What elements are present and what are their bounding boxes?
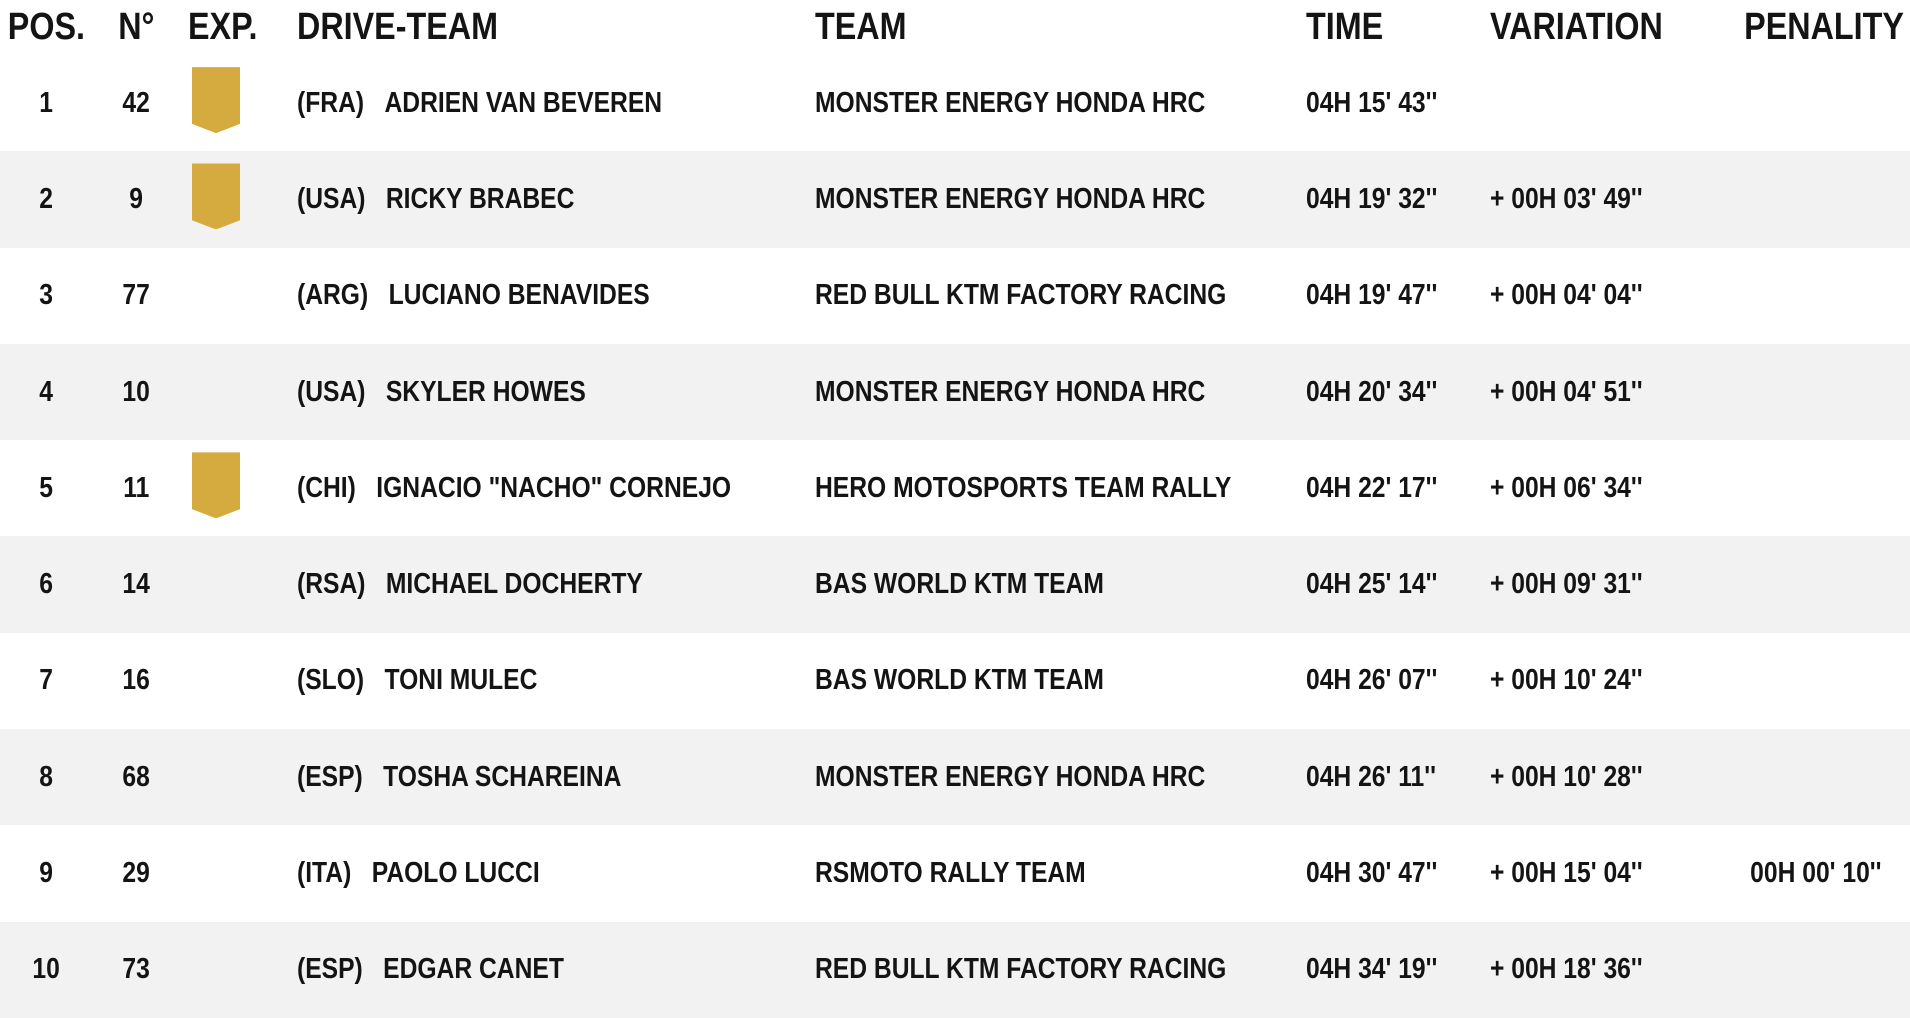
cell-penality (1700, 279, 1910, 312)
table-row[interactable] (0, 633, 1910, 729)
cell-number (92, 472, 180, 505)
driver-name: RICKY BRABEC (385, 182, 575, 215)
cell-time (1306, 87, 1490, 120)
cell-time (1306, 857, 1490, 890)
cell-driver (252, 953, 815, 986)
cell-number (92, 87, 180, 120)
column-header-exp-label: EXP. (188, 6, 258, 48)
variation-value: + 00H 15' 04'' (1490, 857, 1643, 890)
cell-position (0, 664, 92, 697)
cell-variation (1490, 857, 1700, 890)
cell-team (815, 953, 1306, 986)
cell-exp (180, 747, 252, 807)
cell-variation (1490, 472, 1700, 505)
cell-time (1306, 376, 1490, 409)
table-row[interactable] (0, 344, 1910, 440)
rider-number-value: 42 (122, 86, 150, 119)
team-name-value: RED BULL KTM FACTORY RACING (815, 953, 1227, 986)
cell-driver (252, 183, 815, 216)
country-code: (USA) (297, 375, 366, 408)
driver-text (297, 183, 574, 216)
time-value: 04H 30' 47'' (1306, 857, 1438, 890)
driver-name: ADRIEN VAN BEVEREN (384, 86, 663, 119)
variation-value: + 00H 03' 49'' (1490, 182, 1643, 215)
cell-driver (252, 568, 815, 601)
column-header-penality-label: PENALITY (1744, 6, 1904, 48)
cell-team (815, 279, 1306, 312)
time-value: 04H 34' 19'' (1306, 953, 1438, 986)
driver-text (297, 472, 731, 505)
team-name-value: RSMOTO RALLY TEAM (815, 857, 1086, 890)
cell-team (815, 857, 1306, 890)
cell-exp (180, 555, 252, 615)
position-value: 9 (39, 857, 53, 890)
variation-value: + 00H 18' 36'' (1490, 953, 1643, 986)
rider-number-value: 29 (122, 857, 150, 890)
team-name-value: HERO MOTOSPORTS TEAM RALLY (815, 471, 1232, 504)
cell-number (92, 761, 180, 794)
country-code: (ESP) (297, 953, 363, 986)
cell-position (0, 953, 92, 986)
exp-badge-icon (192, 163, 240, 229)
cell-penality (1700, 183, 1910, 216)
driver-name: MICHAEL DOCHERTY (385, 568, 643, 601)
cell-penality (1700, 953, 1910, 986)
cell-variation (1490, 568, 1700, 601)
position-value: 7 (39, 664, 53, 697)
cell-variation (1490, 183, 1700, 216)
cell-number (92, 376, 180, 409)
cell-number (92, 183, 180, 216)
cell-exp (180, 73, 252, 133)
cell-team (815, 87, 1306, 120)
cell-penality (1700, 87, 1910, 120)
cell-driver (252, 87, 815, 120)
driver-name: TONI MULEC (384, 664, 538, 697)
cell-number (92, 953, 180, 986)
column-header-team-label: TEAM (815, 6, 907, 48)
cell-exp (180, 266, 252, 326)
country-code: (ESP) (297, 760, 363, 793)
column-header-time (1306, 6, 1490, 49)
cell-variation (1490, 376, 1700, 409)
cell-variation (1490, 279, 1700, 312)
rider-number-value: 16 (122, 664, 150, 697)
variation-value: + 00H 06' 34'' (1490, 471, 1643, 504)
driver-text (297, 87, 662, 120)
cell-position (0, 376, 92, 409)
driver-name: EDGAR CANET (383, 953, 564, 986)
team-name-value: MONSTER ENERGY HONDA HRC (815, 86, 1206, 119)
column-header-pos (0, 6, 92, 49)
country-code: (ARG) (297, 279, 369, 312)
time-value: 04H 26' 11'' (1306, 760, 1436, 793)
cell-number (92, 857, 180, 890)
team-name-value: BAS WORLD KTM TEAM (815, 568, 1104, 601)
cell-penality (1700, 857, 1910, 890)
cell-time (1306, 761, 1490, 794)
table-row[interactable] (0, 536, 1910, 632)
cell-penality (1700, 568, 1910, 601)
driver-name: PAOLO LUCCI (371, 857, 540, 890)
cell-time (1306, 664, 1490, 697)
cell-team (815, 472, 1306, 505)
team-name-value: MONSTER ENERGY HONDA HRC (815, 760, 1206, 793)
column-header-pos-label: POS. (7, 6, 85, 48)
cell-exp (180, 844, 252, 904)
cell-driver (252, 857, 815, 890)
variation-value: + 00H 04' 04'' (1490, 279, 1643, 312)
cell-exp (180, 940, 252, 1000)
column-header-time-label: TIME (1306, 6, 1384, 48)
driver-name: SKYLER HOWES (385, 375, 586, 408)
driver-name: LUCIANO BENAVIDES (388, 279, 650, 312)
cell-penality (1700, 664, 1910, 697)
time-value: 04H 26' 07'' (1306, 664, 1438, 697)
cell-team (815, 664, 1306, 697)
country-code: (ITA) (297, 857, 352, 890)
team-name-value: RED BULL KTM FACTORY RACING (815, 279, 1227, 312)
cell-team (815, 376, 1306, 409)
country-code: (FRA) (297, 86, 365, 119)
cell-variation (1490, 761, 1700, 794)
variation-value: + 00H 10' 24'' (1490, 664, 1643, 697)
time-value: 04H 19' 47'' (1306, 279, 1438, 312)
time-value: 04H 19' 32'' (1306, 182, 1438, 215)
cell-variation (1490, 664, 1700, 697)
cell-driver (252, 472, 815, 505)
table-row[interactable] (0, 825, 1910, 921)
position-value: 5 (39, 471, 53, 504)
cell-driver (252, 664, 815, 697)
cell-position (0, 857, 92, 890)
variation-value: + 00H 09' 31'' (1490, 568, 1643, 601)
time-value: 04H 22' 17'' (1306, 471, 1438, 504)
cell-driver (252, 376, 815, 409)
penality-value: 00H 00' 10'' (1750, 857, 1882, 890)
driver-text (297, 279, 650, 312)
position-value: 4 (39, 375, 53, 408)
cell-exp (180, 169, 252, 229)
table-row[interactable] (0, 729, 1910, 825)
country-code: (RSA) (297, 568, 366, 601)
time-value: 04H 15' 43'' (1306, 86, 1438, 119)
country-code: (USA) (297, 182, 366, 215)
column-header-variation-label: VARIATION (1490, 6, 1663, 48)
cell-exp (180, 362, 252, 422)
cell-position (0, 761, 92, 794)
country-code: (SLO) (297, 664, 365, 697)
cell-time (1306, 568, 1490, 601)
variation-value: + 00H 04' 51'' (1490, 375, 1643, 408)
driver-text (297, 376, 586, 409)
team-name-value: BAS WORLD KTM TEAM (815, 664, 1104, 697)
position-value: 10 (32, 953, 60, 986)
cell-time (1306, 472, 1490, 505)
position-value: 6 (39, 568, 53, 601)
cell-team (815, 183, 1306, 216)
cell-penality (1700, 761, 1910, 794)
exp-badge-icon (192, 67, 240, 133)
rider-number-value: 9 (129, 182, 143, 215)
cell-number (92, 568, 180, 601)
column-header-driver-label: DRIVE-TEAM (297, 6, 498, 48)
driver-text (297, 761, 621, 794)
cell-team (815, 761, 1306, 794)
rider-number-value: 14 (122, 568, 150, 601)
driver-name: TOSHA SCHAREINA (383, 760, 622, 793)
column-header-team (815, 6, 1306, 49)
team-name-value: MONSTER ENERGY HONDA HRC (815, 375, 1206, 408)
table-row[interactable] (0, 55, 1910, 151)
cell-number (92, 664, 180, 697)
driver-text (297, 568, 643, 601)
cell-team (815, 568, 1306, 601)
position-value: 8 (39, 760, 53, 793)
table-row[interactable] (0, 440, 1910, 536)
table-row[interactable] (0, 151, 1910, 247)
driver-text (297, 664, 537, 697)
cell-penality (1700, 472, 1910, 505)
driver-text (297, 953, 564, 986)
position-value: 3 (39, 279, 53, 312)
column-header-variation (1490, 6, 1700, 49)
cell-exp (180, 651, 252, 711)
rider-number-value: 10 (122, 375, 150, 408)
cell-position (0, 568, 92, 601)
driver-text (297, 857, 540, 890)
cell-exp (180, 458, 252, 518)
column-header-driver (252, 6, 815, 49)
cell-position (0, 279, 92, 312)
country-code: (CHI) (297, 471, 356, 504)
variation-value: + 00H 10' 28'' (1490, 760, 1643, 793)
table-row[interactable] (0, 922, 1910, 1018)
driver-name: IGNACIO "NACHO" CORNEJO (376, 471, 732, 504)
rider-number-value: 77 (122, 279, 150, 312)
cell-position (0, 87, 92, 120)
cell-time (1306, 953, 1490, 986)
time-value: 04H 20' 34'' (1306, 375, 1438, 408)
position-value: 2 (39, 182, 53, 215)
time-value: 04H 25' 14'' (1306, 568, 1438, 601)
cell-position (0, 183, 92, 216)
rider-number-value: 68 (122, 760, 150, 793)
exp-badge-icon (192, 452, 240, 518)
cell-penality (1700, 376, 1910, 409)
cell-driver (252, 761, 815, 794)
cell-driver (252, 279, 815, 312)
cell-number (92, 279, 180, 312)
rider-number-value: 73 (122, 953, 150, 986)
cell-variation (1490, 953, 1700, 986)
team-name-value: MONSTER ENERGY HONDA HRC (815, 182, 1206, 215)
cell-time (1306, 279, 1490, 312)
cell-time (1306, 183, 1490, 216)
column-header-number-label: N° (117, 6, 155, 48)
position-value: 1 (39, 86, 53, 119)
table-header-row (0, 0, 1910, 55)
table-row[interactable] (0, 248, 1910, 344)
column-header-exp (180, 6, 258, 49)
table-body (0, 55, 1910, 1018)
cell-variation (1490, 87, 1700, 120)
column-header-penality (1700, 6, 1910, 49)
cell-position (0, 472, 92, 505)
column-header-number (92, 6, 180, 49)
rider-number-value: 11 (122, 471, 150, 504)
